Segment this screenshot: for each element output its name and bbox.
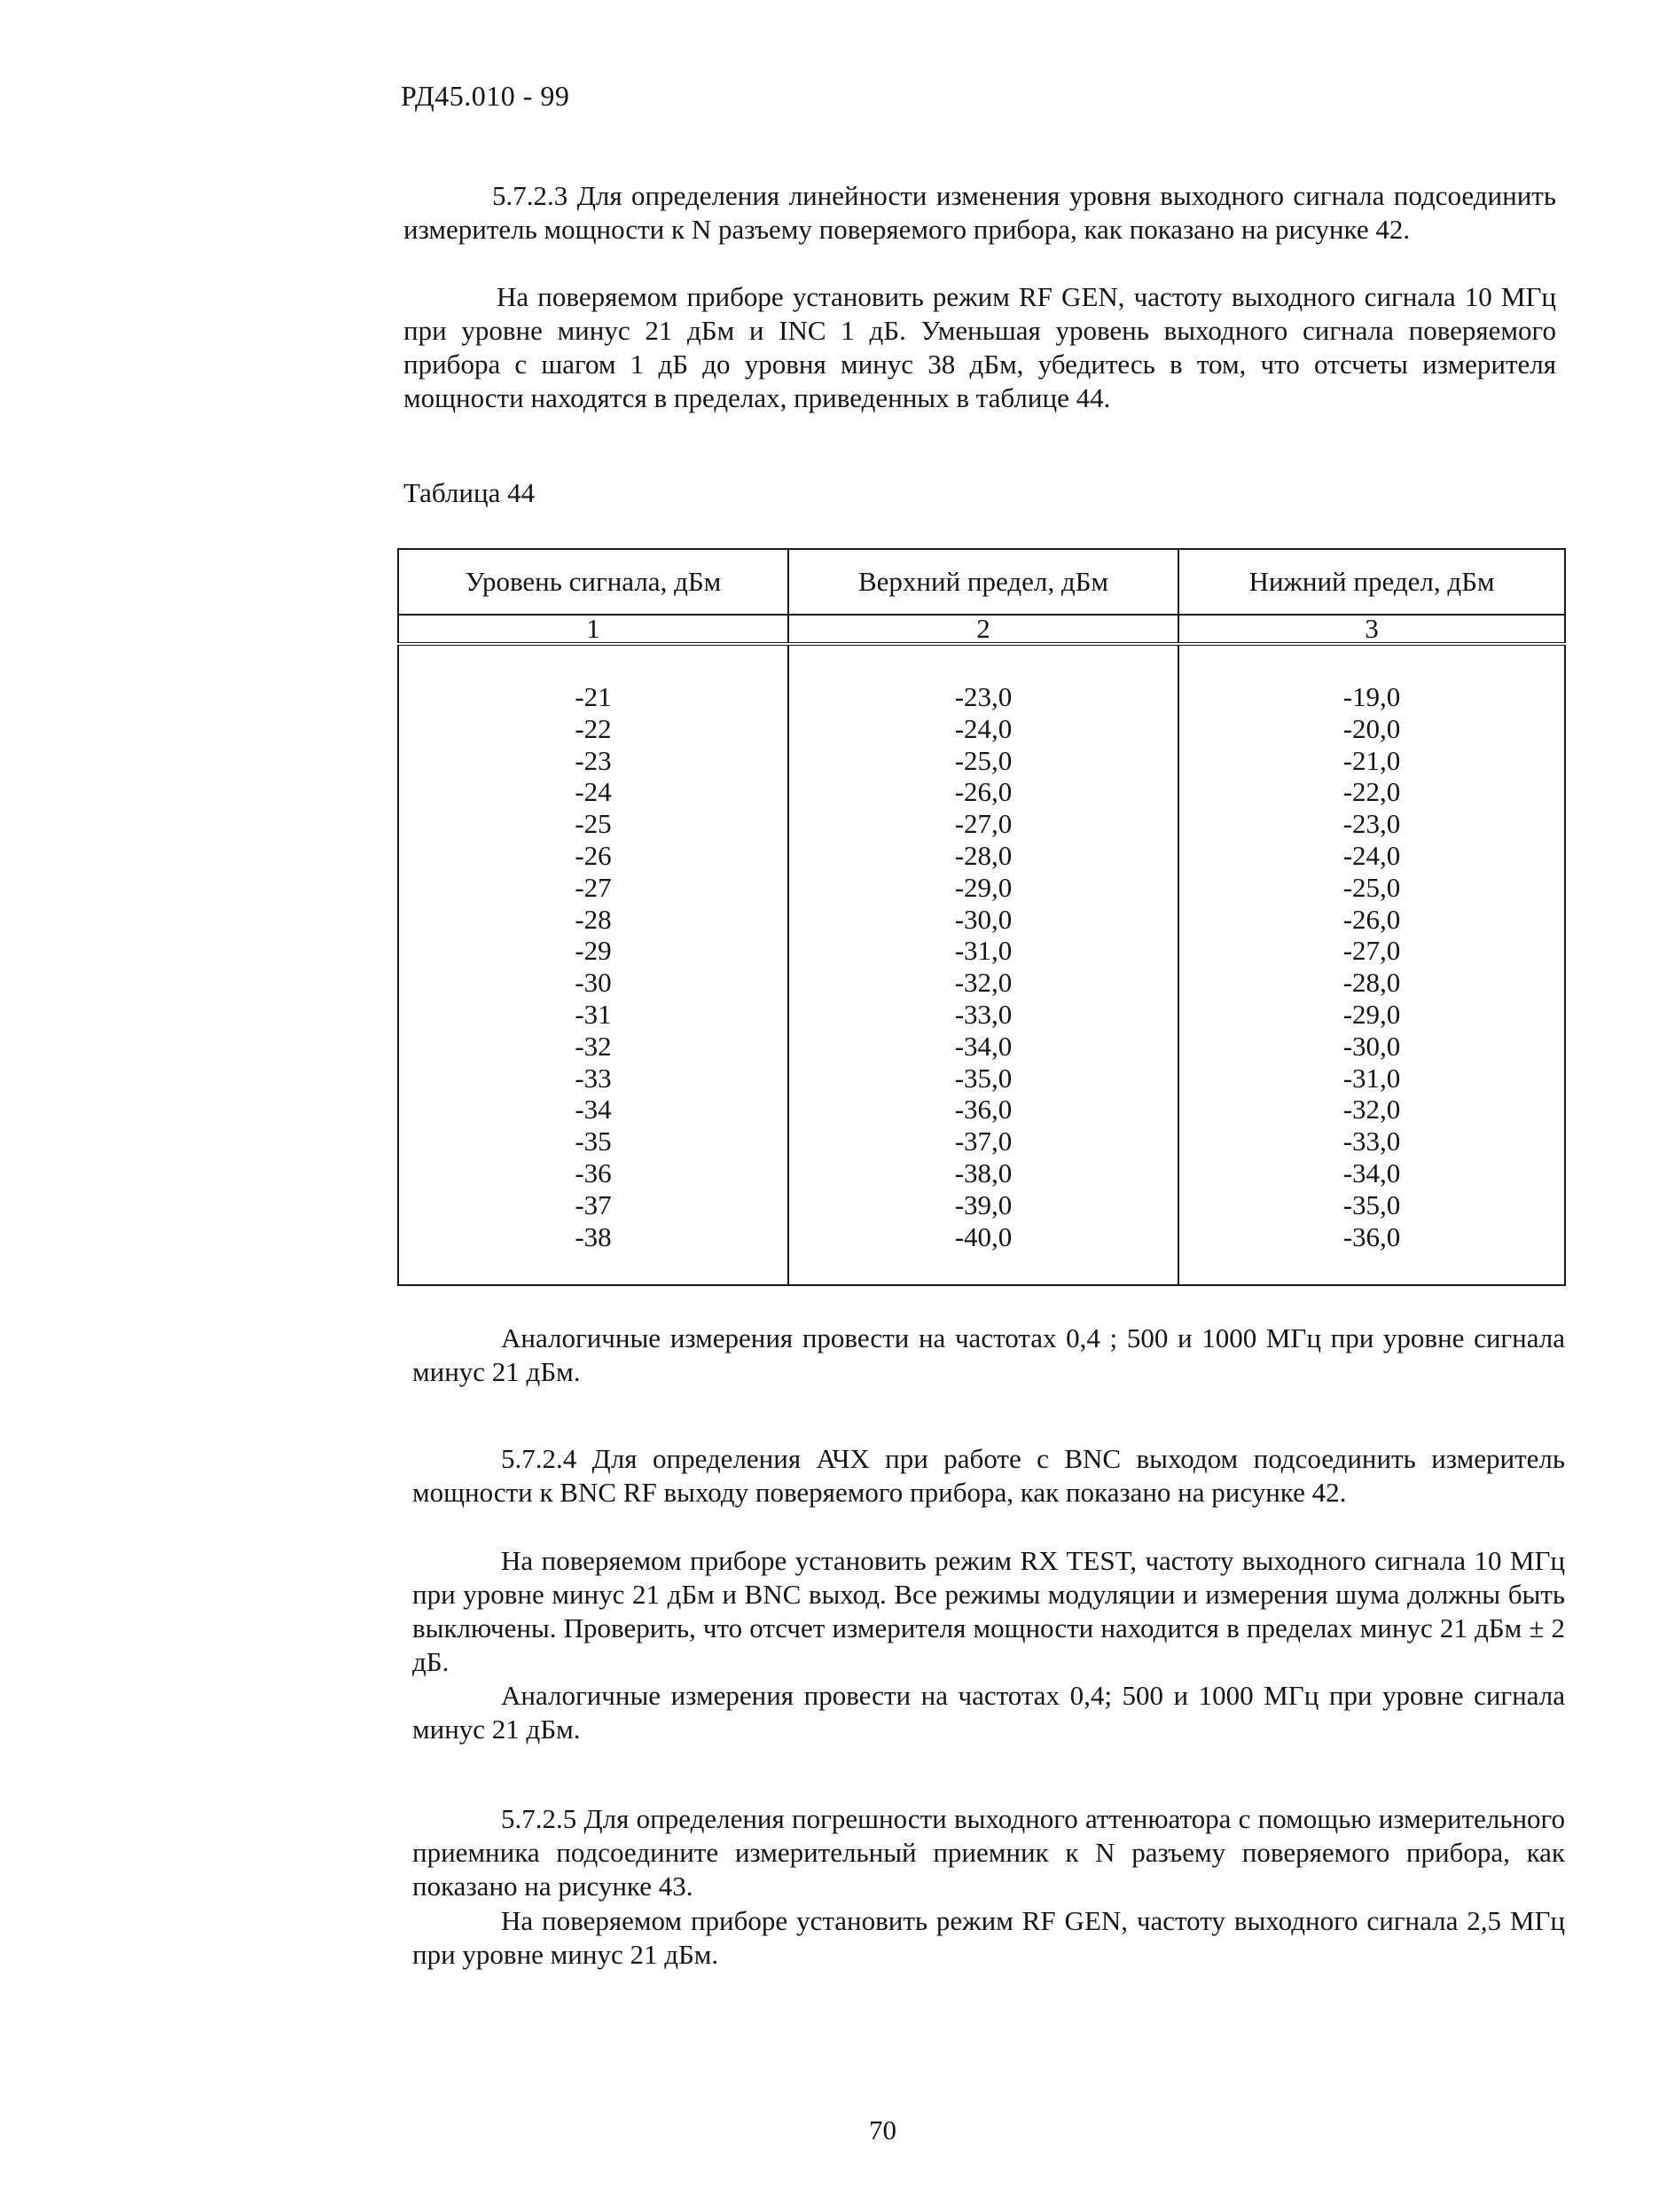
signal-level-value: -34 [575, 1094, 612, 1126]
signal-level-value: -35 [575, 1126, 612, 1157]
lower-limit-value: -30,0 [1342, 1030, 1401, 1062]
table-44 [397, 548, 1566, 1286]
signal-level-value: -24 [575, 776, 612, 808]
header-signal-level: Уровень сигнала, дБм [398, 549, 788, 615]
signal-level-column [398, 644, 788, 1285]
lower-limit-value: -20,0 [1342, 712, 1401, 744]
lower-limit-value: -35,0 [1342, 1188, 1401, 1220]
upper-limit-value: -31,0 [954, 935, 1013, 967]
column-number: 1 [398, 615, 788, 644]
paragraph-5-7-2-3-instructions: На поверяемом приборе установить режим RF GEN, частоту выходного сигнала 10 МГц при уровне минус 21 дБм и INC 1 дБ. Уменьшая уровень выходного сигнала поверяемого прибора с шагом 1 дБ до уровня минус 38 дБм, убедитесь в том, что отсчеты измерителя мощности находятся в пределах, приведенных в таблице 44. [403, 281, 1556, 413]
upper-limit-value: -39,0 [954, 1188, 1013, 1220]
column-number: 3 [1178, 615, 1565, 644]
upper-limit-value: -25,0 [954, 744, 1013, 776]
signal-level-value: -36 [575, 1157, 612, 1188]
document-code: РД45.010 - 99 [401, 80, 570, 112]
table-caption: Таблица 44 [403, 477, 536, 508]
upper-limit-value: -27,0 [954, 808, 1013, 840]
lower-limit-value: -23,0 [1342, 808, 1401, 840]
signal-level-value: -23 [575, 744, 612, 776]
table-header-row [398, 549, 1565, 615]
upper-limit-value: -36,0 [954, 1094, 1013, 1126]
page-number: 70 [869, 2114, 896, 2145]
lower-limit-value: -22,0 [1342, 776, 1401, 808]
lower-limit-value: -28,0 [1342, 967, 1401, 999]
signal-level-value: -38 [575, 1220, 612, 1252]
paragraph-5-7-2-4-instructions: На поверяемом приборе установить режим RX TEST, частоту выходного сигнала 10 МГц при уровне минус 21 дБм и BNC выход. Все режимы модуляции и измерения шума должны быть выключены. Проверить, что отсчет измерителя мощности находится в пределах минус 21 дБм ± 2 дБ. [412, 1545, 1565, 1677]
header-upper-limit: Верхний предел, дБм [788, 549, 1178, 615]
upper-limit-value: -34,0 [954, 1030, 1013, 1062]
table-body-row [398, 644, 1565, 1285]
header-lower-limit: Нижний предел, дБм [1178, 549, 1565, 615]
lower-limit-value: -29,0 [1342, 998, 1401, 1030]
upper-limit-value: -32,0 [954, 967, 1013, 999]
signal-level-value: -27 [575, 871, 612, 903]
lower-limit-value: -31,0 [1342, 1062, 1401, 1094]
column-number: 2 [788, 615, 1178, 644]
table-column-numbers-row [398, 615, 1565, 644]
signal-level-value: -37 [575, 1188, 612, 1220]
signal-level-value: -31 [575, 998, 612, 1030]
lower-limit-value: -33,0 [1342, 1126, 1401, 1157]
upper-limit-column [788, 644, 1178, 1285]
upper-limit-value: -29,0 [954, 871, 1013, 903]
signal-level-value: -22 [575, 712, 612, 744]
signal-level-value: -32 [575, 1030, 612, 1062]
upper-limit-value: -37,0 [954, 1126, 1013, 1157]
lower-limit-value: -19,0 [1342, 681, 1401, 712]
lower-limit-value: -34,0 [1342, 1157, 1401, 1188]
upper-limit-value: -26,0 [954, 776, 1013, 808]
lower-limit-value: -36,0 [1342, 1220, 1401, 1252]
lower-limit-column [1178, 644, 1565, 1285]
lower-limit-value: -32,0 [1342, 1094, 1401, 1126]
signal-level-value: -21 [575, 681, 612, 712]
lower-limit-value: -25,0 [1342, 871, 1401, 903]
signal-level-value: -25 [575, 808, 612, 840]
lower-limit-value: -26,0 [1342, 903, 1401, 935]
upper-limit-value: -30,0 [954, 903, 1013, 935]
signal-level-value: -28 [575, 903, 612, 935]
upper-limit-value: -28,0 [954, 839, 1013, 871]
signal-level-value: -26 [575, 839, 612, 871]
lower-limit-value: -21,0 [1342, 744, 1401, 776]
upper-limit-value: -23,0 [954, 681, 1013, 712]
upper-limit-value: -33,0 [954, 998, 1013, 1030]
paragraph-5-7-2-5-instructions: На поверяемом приборе установить режим RF GEN, частоту выходного сигнала 2,5 МГц при уровне минус 21 дБм. [412, 1905, 1565, 1970]
paragraph-5-7-2-5: 5.7.2.5 Для определения погрешности выходного аттенюатора с помощью измерительного приемника подсоедините измерительный приемник к N разъему поверяемого прибора, как показано на рисунке 43. [412, 1803, 1565, 1902]
upper-limit-value: -40,0 [954, 1220, 1013, 1252]
upper-limit-value: -24,0 [954, 712, 1013, 744]
signal-level-value: -33 [575, 1062, 612, 1094]
paragraph-5-7-2-3: 5.7.2.3 Для определения линейности изменения уровня выходного сигнала подсоединить измеритель мощности к N разъему поверяемого прибора, как показано на рисунке 42. [403, 180, 1556, 245]
paragraph-similar-measurements: Аналогичные измерения провести на частотах 0,4 ; 500 и 1000 МГц при уровне сигнала минус 21 дБм. [412, 1322, 1565, 1387]
upper-limit-value: -38,0 [954, 1157, 1013, 1188]
lower-limit-value: -24,0 [1342, 839, 1401, 871]
upper-limit-value: -35,0 [954, 1062, 1013, 1094]
paragraph-5-7-2-4-similar: Аналогичные измерения провести на частотах 0,4; 500 и 1000 МГц при уровне сигнала минус 21 дБм. [412, 1680, 1565, 1745]
paragraph-5-7-2-4: 5.7.2.4 Для определения АЧХ при работе с BNC выходом подсоединить измеритель мощности к BNC RF выходу поверяемого прибора, как показано на рисунке 42. [412, 1443, 1565, 1508]
signal-level-value: -29 [575, 935, 612, 967]
signal-level-value: -30 [575, 967, 612, 999]
lower-limit-value: -27,0 [1342, 935, 1401, 967]
